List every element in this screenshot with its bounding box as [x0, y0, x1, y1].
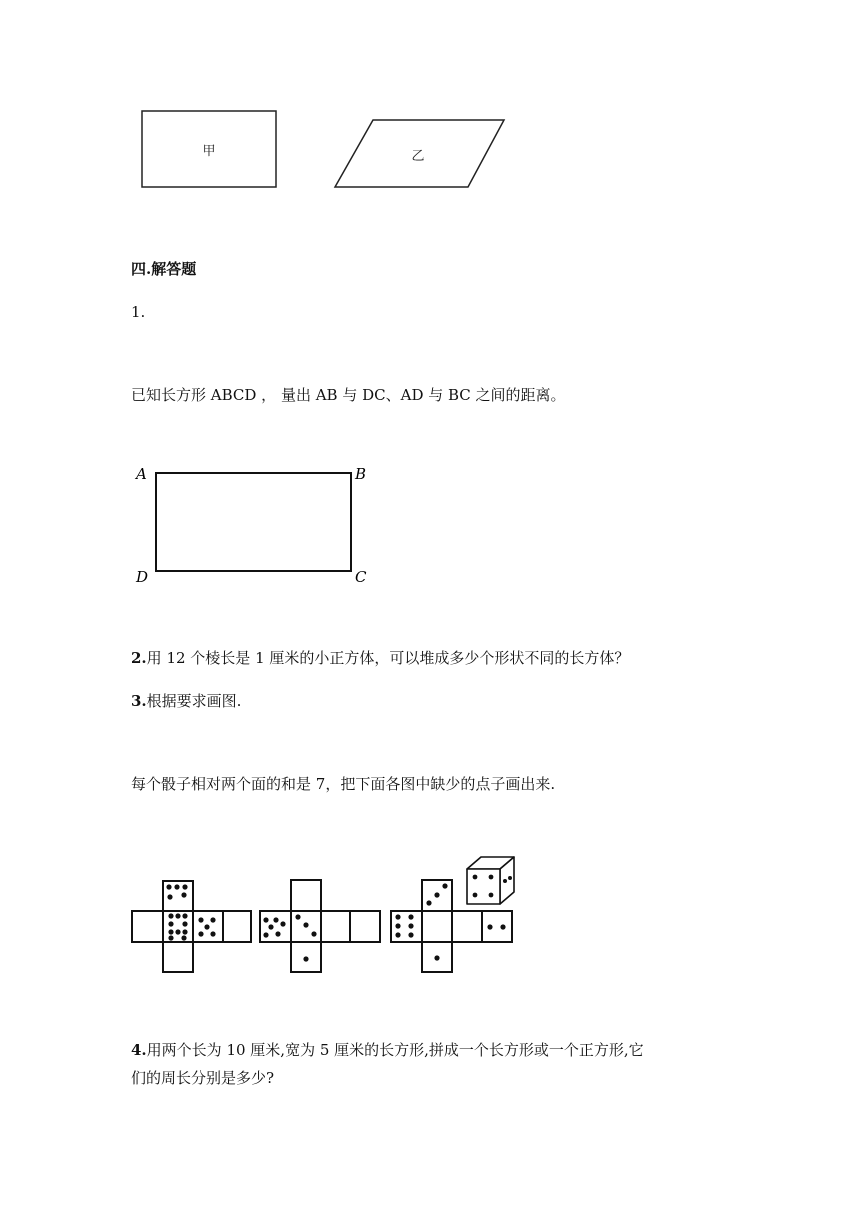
parallelogram-yi-label: 乙 [411, 149, 425, 164]
question-1-number: 1. [131, 303, 146, 321]
section-heading: 四.解答题 [131, 260, 197, 278]
net1-face-right2 [223, 911, 251, 942]
question-2-number: 2. [131, 649, 147, 667]
question-1-text: 已知长方形 ABCD ， 量出 AB 与 DC、AD 与 BC 之间的距离。 [131, 386, 566, 404]
net2-face-left [260, 911, 291, 942]
net1-face-bottom [163, 942, 193, 972]
question-3-instruction: 每个骰子相对两个面的和是 7，把下面各图中缺少的点子画出来. [131, 775, 556, 793]
corner-label-b: B [355, 465, 367, 483]
corner-label-a: A [136, 465, 147, 483]
corner-label-d: D [136, 568, 149, 586]
question-3-text: 根据要求画图. [146, 692, 242, 710]
question-2-text: 用 12 个棱长是 1 厘米的小正方体，可以堆成多少个形状不同的长方体？ [146, 649, 630, 667]
net2-face-top [291, 880, 321, 911]
rectangle-jia-label: 甲 [202, 144, 216, 159]
question-4-line1 [131, 1040, 644, 1060]
question-4-number: 4. [131, 1041, 147, 1059]
corner-label-c: C [355, 568, 367, 586]
net3-face-right2 [482, 911, 512, 942]
net3-face-center [422, 911, 452, 942]
question-3-number: 3. [131, 692, 147, 710]
net2-face-right2 [350, 911, 380, 942]
net3-face-right1 [452, 911, 482, 942]
net1-face-left [132, 911, 163, 942]
question-4-text-1: 用两个长为 10 厘米,宽为 5 厘米的长方形,拼成一个长方形或一个正方形,它 [146, 1041, 644, 1059]
question-4-line2: 们的周长分别是多少? [131, 1069, 275, 1087]
net2-face-right1 [321, 911, 350, 942]
